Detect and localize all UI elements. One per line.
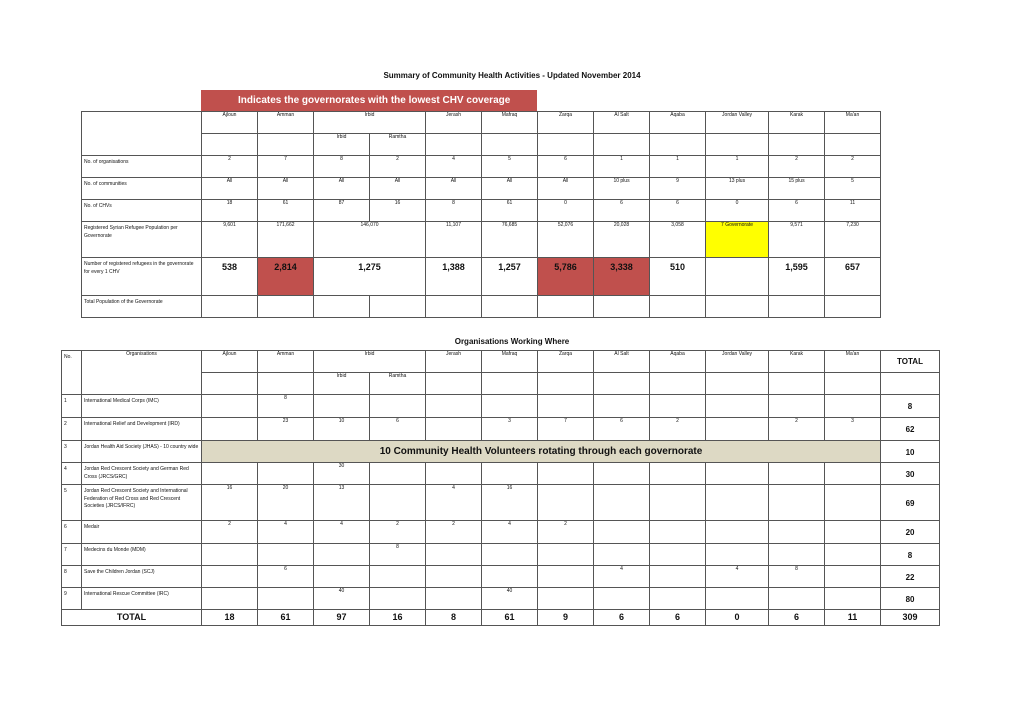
table-row: 4 Jordan Red Crescent Society and German Red Cross (JRCS/GRC) 30 30 [62,463,940,485]
col-total: TOTAL [881,351,940,373]
col-head: Ajloun [202,112,258,134]
totals-row: TOTAL 18 61 97 16 8 61 9 6 6 0 6 11 309 [62,610,940,626]
row-communities: No. of communities All All All All All All All 10 plus 9 13 plus 15 plus 5 [82,178,881,200]
jordan-valley-note: 7 Governorate [706,222,769,258]
col-head: Jerash [426,112,482,134]
col-org: Organisations [82,351,202,395]
col-head: Aqaba [650,112,706,134]
table-row: 9 International Rescue Committee (IRC) 40 40 80 [62,588,940,610]
table-row: 3 Jordan Health Aid Society (JHAS) - 10 country wide 10 Community Health Volunteers rotating through each governorate 10 [62,441,940,463]
summary-table [81,111,881,318]
rotation-banner: 10 Community Health Volunteers rotating through each governorate [202,441,881,463]
row-chvs: No. of CHVs 18 61 87 16 8 61 0 6 6 0 6 11 [82,200,881,222]
table-row: 5 Jordan Red Crescent Society and International Federation of Red Cross and Red Crescent Societies (JRCS/IFRC) 16 20 13 4 16 69 [62,485,940,521]
col-head: Zarqa [538,112,594,134]
legend-box: Indicates the governorates with the lowest CHV coverage [201,90,537,111]
header-blank [82,112,202,156]
table-row: 2 International Relief and Development (IRD) 23 10 6 3 7 6 2 2 3 62 [62,418,940,441]
col-no: No. [62,351,82,395]
section-title: Organisations Working Where [454,337,570,346]
page-title: Summary of Community Health Activities - Updated November 2014 [383,71,641,80]
table-row: 8 Save the Children Jordan (SCJ) 6 4 4 8 22 [62,566,940,588]
col-head: Jordan Valley [706,112,769,134]
col-head: Irbid [314,112,426,134]
col-head: Amman [258,112,314,134]
row-orgs: No. of organisations 2 7 8 2 4 5 6 1 1 1 2 2 [82,156,881,178]
col-head: Mafraq [482,112,538,134]
col-head: Al Salt [594,112,650,134]
table-row: 7 Medecins du Monde (MDM) 8 8 [62,544,940,566]
row-population: Total Population of the Governorate [82,296,881,318]
sub-head: Ramtha [370,134,426,156]
organisations-table: No. Organisations Ajloun Amman Irbid Jerash Mafraq Zarqa Al Salt Aqaba Jordan Valley Karak Ma'an TOTAL Irbid Ramtha 1 International Medical Corps (IMC) 8 8 2 International Relief and Development (IRD) 23 10 6 3 7 6 2 2 3 62 3 Jordan Health Aid Society (JHAS) - 10 country wide 10 Community Health Volunteers rotating through each governorate 10 4 Jordan Red Crescent Society and German Red Cross (JRCS/GRC) 30 30 5 Jordan Red Crescent Society and International Federation of Red Cross and Red Crescent Societies (JRCS/IFRC) 16 20 13 4 16 69 6 Medair 2 4 4 2 2 4 2 20 7 Medecins du Monde (MDM) 8 8 8 Save the Children Jordan (SCJ) 6 4 4 8 22 9 International Rescue Committee (IRC) 40 40 80 TOTAL 18 61 97 16 8 61 9 6 6 0 6 11 309 [61,350,940,626]
table-row: 6 Medair 2 4 4 2 2 4 2 20 [62,521,940,544]
table-row: 1 International Medical Corps (IMC) 8 8 [62,395,940,418]
col-head: Karak [769,112,825,134]
col-head: Ma'an [825,112,881,134]
row-ratio: Number of registered refugees in the governorate for every 1 CHV 538 2,814 1,275 1,388 1,257 5,786 3,338 510 1,595 657 [82,258,881,296]
row-refugees: Registered Syrian Refugee Population per Governorate 9,601 171,662 146,070 11,107 76,685 52,076 20,028 3,058 7 Governorate 9,571 7,230 [82,222,881,258]
sub-head: Irbid [314,134,370,156]
